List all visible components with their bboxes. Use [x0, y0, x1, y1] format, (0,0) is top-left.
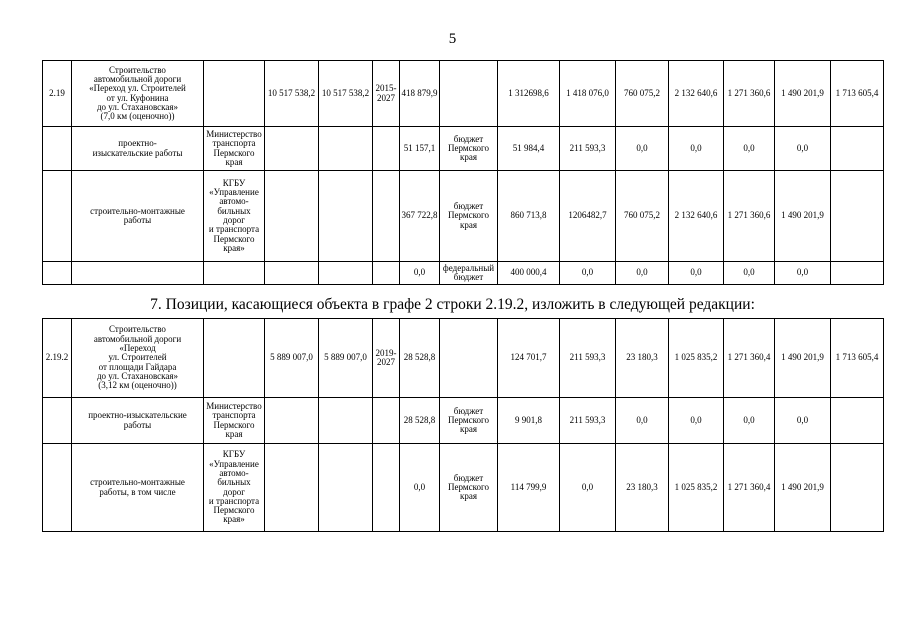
cost-cell-text: 5 889 007,0: [324, 352, 367, 363]
cost-cell: [319, 262, 373, 285]
row-number-cell: [43, 444, 72, 532]
amount-cell: [400, 398, 440, 444]
year-amount-cell: [775, 398, 831, 444]
responsible-org-cell: [204, 319, 265, 398]
funding-source-cell: [440, 444, 498, 532]
year-amount-cell-text: 0,0: [581, 481, 594, 492]
year-amount-cell: [669, 262, 724, 285]
year-amount-cell: [724, 398, 775, 444]
year-amount-cell-text: 1 271 360,4: [727, 481, 771, 492]
period-cell: [373, 444, 400, 532]
period-cell: [373, 319, 400, 398]
year-amount-cell: [775, 171, 831, 262]
object-name-cell: [72, 262, 204, 285]
year-amount-cell-text: 0,0: [636, 267, 648, 278]
table-row: [43, 171, 884, 262]
year-amount-cell: [669, 171, 724, 262]
funding-source-cell-text: бюджет Пермского края: [448, 472, 489, 502]
year-amount-cell: [616, 127, 669, 171]
responsible-org-cell-text: КГБУ «Управление автомо- бильных дорог и транспорта Пермского края»: [208, 177, 260, 253]
year-amount-cell: [775, 61, 831, 127]
year-amount-cell-text: 0,0: [690, 414, 702, 425]
year-amount-cell: [669, 61, 724, 127]
period-cell: [373, 398, 400, 444]
year-amount-cell: [775, 444, 831, 532]
table-row: [43, 444, 884, 532]
year-amount-cell-text: 0,0: [743, 267, 755, 278]
total-cost-cell: [265, 61, 319, 127]
amount-cell: [400, 127, 440, 171]
funding-source-cell-text: бюджет Пермского края: [448, 133, 489, 163]
year-amount-cell: [560, 171, 616, 262]
year-amount-cell-text: 1 490 201,9: [781, 352, 824, 363]
object-name-cell: [72, 398, 204, 444]
year-amount-cell: [724, 262, 775, 285]
period-cell-text: 2015- 2027: [375, 83, 397, 103]
year-amount-cell-text: 1 490 201,9: [781, 481, 824, 492]
year-amount-cell: [498, 61, 560, 127]
cost-cell: [319, 61, 373, 127]
responsible-org-cell: [204, 171, 265, 262]
object-name-cell-text: проектно- изыскательские работы: [92, 138, 183, 158]
object-name-cell: [72, 319, 204, 398]
budget-table-2-19: [42, 60, 884, 285]
cost-cell: [319, 398, 373, 444]
year-amount-cell: [775, 319, 831, 398]
year-amount-cell-text: 124 701,7: [510, 352, 547, 363]
year-amount-cell-text: 1 271 360,4: [727, 352, 771, 363]
cost-cell: [319, 127, 373, 171]
funding-source-cell: [440, 398, 498, 444]
total-cost-cell: [265, 398, 319, 444]
year-amount-cell: [831, 444, 884, 532]
cost-cell-text: 10 517 538,2: [321, 87, 370, 98]
amount-cell: [400, 171, 440, 262]
year-amount-cell-text: 9 901,8: [515, 414, 542, 425]
object-name-cell: [72, 444, 204, 532]
cost-cell: [319, 319, 373, 398]
year-amount-cell: [498, 171, 560, 262]
row-number-cell: [43, 319, 72, 398]
funding-source-cell-text: бюджет Пермского края: [448, 201, 489, 230]
period-cell: [373, 61, 400, 127]
year-amount-cell: [724, 444, 775, 532]
amount-cell: [400, 262, 440, 285]
year-amount-cell: [831, 398, 884, 444]
year-amount-cell-text: 0,0: [796, 414, 809, 425]
total-cost-cell-text: 5 889 007,0: [270, 352, 313, 363]
total-cost-cell: [265, 262, 319, 285]
year-amount-cell: [669, 319, 724, 398]
cost-cell: [319, 171, 373, 262]
year-amount-cell-text: 1 025 835,2: [674, 352, 718, 363]
year-amount-cell: [775, 262, 831, 285]
page-number: 5: [448, 31, 457, 47]
year-amount-cell: [616, 61, 669, 127]
responsible-org-cell-text: Министерство транспорта Пермского края: [206, 128, 262, 167]
responsible-org-cell: [204, 398, 265, 444]
year-amount-cell: [498, 398, 560, 444]
period-cell-text: 2019- 2027: [375, 347, 397, 367]
year-amount-cell-text: 0,0: [636, 414, 648, 425]
year-amount-cell-text: 114 799,9: [510, 481, 547, 492]
year-amount-cell: [498, 262, 560, 285]
year-amount-cell-text: 1 271 360,6: [727, 210, 771, 221]
amount-cell-text: 418 879,9: [401, 87, 438, 98]
year-amount-cell-text: 211 593,3: [569, 142, 606, 153]
year-amount-cell: [616, 171, 669, 262]
year-amount-cell-text: 0,0: [636, 142, 648, 153]
year-amount-cell-text: 211 593,3: [569, 352, 606, 363]
responsible-org-cell: [204, 444, 265, 532]
row-number-cell: [43, 171, 72, 262]
section-heading: 7. Позиции, касающиеся объекта в графе 2 строки 2.19.2, изложить в следующей редакции:: [150, 296, 755, 313]
period-cell: [373, 171, 400, 262]
funding-source-cell-text: федеральный бюджет: [442, 262, 495, 282]
year-amount-cell-text: 23 180,3: [626, 481, 658, 492]
year-amount-cell-text: 0,0: [690, 267, 702, 278]
total-cost-cell: [265, 171, 319, 262]
year-amount-cell: [669, 127, 724, 171]
year-amount-cell: [560, 398, 616, 444]
object-name-cell-text: Строительство автомобильной дороги «Переход ул. Строителей от площади Гайдара до ул. Стахановская» (3,12 км (оценочно)): [93, 324, 182, 391]
funding-source-cell: [440, 171, 498, 262]
year-amount-cell: [498, 319, 560, 398]
table-row: [43, 398, 884, 444]
row-number-cell-text: 2.19: [49, 87, 65, 98]
object-name-cell: [72, 171, 204, 262]
year-amount-cell: [831, 319, 884, 398]
total-cost-cell: [265, 319, 319, 398]
table-row: [43, 262, 884, 285]
period-cell: [373, 262, 400, 285]
amount-cell: [400, 61, 440, 127]
year-amount-cell: [724, 319, 775, 398]
table-row: [43, 61, 884, 127]
amount-cell-text: 0,0: [413, 267, 426, 278]
amount-cell-text: 28 528,8: [403, 352, 436, 363]
amount-cell-text: 0,0: [413, 481, 426, 492]
row-number-cell: [43, 262, 72, 285]
year-amount-cell: [616, 398, 669, 444]
year-amount-cell: [560, 319, 616, 398]
funding-source-cell: [440, 319, 498, 398]
year-amount-cell: [831, 262, 884, 285]
row-number-cell: [43, 398, 72, 444]
responsible-org-cell: [204, 127, 265, 171]
year-amount-cell: [616, 319, 669, 398]
funding-source-cell: [440, 61, 498, 127]
year-amount-cell: [616, 444, 669, 532]
budget-table-2-19-2: [42, 318, 884, 532]
year-amount-cell: [724, 61, 775, 127]
year-amount-cell-text: 1 713 605,4: [835, 87, 879, 98]
year-amount-cell: [775, 127, 831, 171]
amount-cell-text: 367 722,8: [401, 210, 438, 221]
year-amount-cell: [724, 127, 775, 171]
amount-cell: [400, 319, 440, 398]
table-row: [43, 127, 884, 171]
object-name-cell-text: строительно-монтажные работы: [90, 205, 185, 225]
funding-source-cell-text: бюджет Пермского края: [448, 405, 489, 435]
year-amount-cell-text: 760 075,2: [624, 87, 660, 98]
year-amount-cell: [560, 127, 616, 171]
year-amount-cell-text: 0,0: [796, 267, 809, 278]
row-number-cell-text: 2.19.2: [45, 352, 69, 363]
total-cost-cell: [265, 444, 319, 532]
year-amount-cell-text: 51 984,4: [512, 142, 545, 153]
year-amount-cell: [498, 444, 560, 532]
object-name-cell-text: строительно-монтажные работы, в том числе: [90, 477, 185, 497]
year-amount-cell-text: 23 180,3: [626, 352, 658, 363]
year-amount-cell: [831, 171, 884, 262]
period-cell: [373, 127, 400, 171]
year-amount-cell: [831, 61, 884, 127]
responsible-org-cell: [204, 61, 265, 127]
funding-source-cell: [440, 262, 498, 285]
year-amount-cell-text: 760 075,2: [624, 210, 660, 221]
year-amount-cell-text: 0,0: [796, 142, 809, 153]
total-cost-cell: [265, 127, 319, 171]
cost-cell: [319, 444, 373, 532]
year-amount-cell: [560, 262, 616, 285]
year-amount-cell-text: 211 593,3: [569, 414, 606, 425]
row-number-cell: [43, 127, 72, 171]
amount-cell: [400, 444, 440, 532]
year-amount-cell-text: 1206482,7: [568, 210, 607, 221]
year-amount-cell-text: 0,0: [743, 142, 755, 153]
year-amount-cell-text: 1 271 360,6: [727, 87, 771, 98]
year-amount-cell-text: 0,0: [690, 142, 702, 153]
amount-cell-text: 51 157,1: [403, 142, 436, 153]
year-amount-cell-text: 2 132 640,6: [674, 210, 718, 221]
year-amount-cell-text: 1 490 201,9: [781, 87, 824, 98]
year-amount-cell-text: 1 490 201,9: [781, 210, 824, 221]
year-amount-cell-text: 1 418 076,0: [566, 87, 609, 98]
table-row: [43, 319, 884, 398]
year-amount-cell-text: 0,0: [581, 267, 594, 278]
year-amount-cell-text: 0,0: [743, 414, 755, 425]
year-amount-cell: [560, 61, 616, 127]
year-amount-cell: [669, 398, 724, 444]
funding-source-cell: [440, 127, 498, 171]
responsible-org-cell-text: КГБУ «Управление автомо- бильных дорог и транспорта Пермского края»: [208, 449, 260, 525]
object-name-cell-text: проектно-изыскательские работы: [88, 410, 187, 430]
row-number-cell: [43, 61, 72, 127]
year-amount-cell-text: 1 713 605,4: [835, 352, 879, 363]
year-amount-cell: [669, 444, 724, 532]
year-amount-cell: [831, 127, 884, 171]
year-amount-cell-text: 860 713,8: [510, 210, 547, 221]
total-cost-cell-text: 10 517 538,2: [267, 87, 316, 98]
object-name-cell: [72, 127, 204, 171]
year-amount-cell-text: 1 025 835,2: [674, 481, 718, 492]
year-amount-cell-text: 1 312698,6: [508, 87, 549, 98]
object-name-cell-text: Строительство автомобильной дороги «Переход ул. Строителей от ул. Куфонина до ул. Стахановская» (7,0 км (оценочно)): [89, 64, 186, 122]
year-amount-cell-text: 400 000,4: [510, 267, 547, 278]
responsible-org-cell-text: Министерство транспорта Пермского края: [206, 400, 262, 439]
responsible-org-cell: [204, 262, 265, 285]
year-amount-cell-text: 2 132 640,6: [674, 87, 718, 98]
amount-cell-text: 28 528,8: [403, 414, 436, 425]
object-name-cell: [72, 61, 204, 127]
year-amount-cell: [724, 171, 775, 262]
year-amount-cell: [616, 262, 669, 285]
year-amount-cell: [560, 444, 616, 532]
year-amount-cell: [498, 127, 560, 171]
